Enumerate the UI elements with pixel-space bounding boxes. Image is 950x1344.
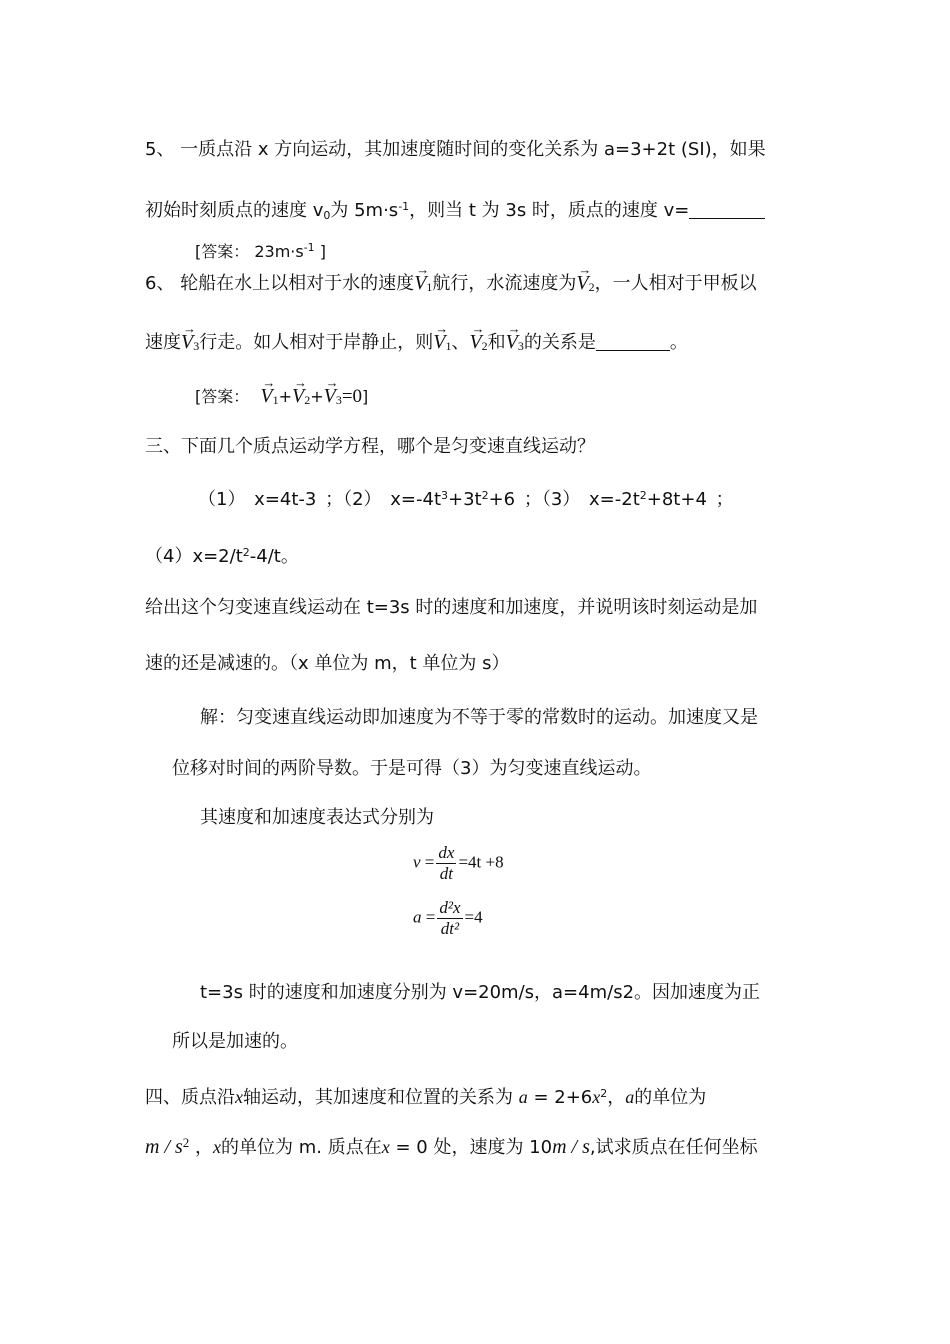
- sec3-question-line1: 给出这个匀变速直线运动在 t=3s 时的速度和加速度，并说明该时刻运动是加: [145, 597, 758, 618]
- acceleration-equation: a = $\frac{\text{d²x}}{\text{dt²}}$ =4: [413, 898, 483, 938]
- sec3-result-line2: 所以是加速的。: [172, 1031, 298, 1052]
- sec3-title: 三、下面几个质点运动学方程，哪个是匀变速直线运动？: [145, 436, 595, 457]
- answer-blank: [689, 200, 765, 219]
- sec3-question-line2: 速的还是减速的。（x 单位为 m，t 单位为 s）: [145, 653, 510, 674]
- q5-line1: 5、 一质点沿 x 方向运动，其加速度随时间的变化关系为 a=3+2t (SI)，如果: [145, 139, 766, 160]
- q6-line2: 速度→ V3行走。如人相对于岸静止，则→ V1、→ V2和→ V3的关系是 。: [145, 330, 688, 358]
- q6-answer: [答案： → V1+→ V2+→ V3=0]: [195, 384, 368, 412]
- sec3-option4: $(4)x=2/t^2-4/t$。: [145, 546, 299, 567]
- sec3-options: （1） x=4t-3 ；（2） $x=-4t^3+3t^2+6$ ；（3） $x=-2t^2+8t+4$ ；: [198, 489, 734, 510]
- sec3-solution-line1: 解：匀变速直线运动即加速度为不等于零的常数时的运动。加速度又是: [200, 707, 758, 728]
- sec3-solution-line3: 其速度和加速度表达式分别为: [200, 807, 434, 828]
- velocity-equation: v = $\frac{dx}{dt}$ =4t +8: [413, 843, 504, 883]
- sec3-solution-line2: 位移对时间的两阶导数。于是可得（3）为匀变速直线运动。: [172, 758, 652, 779]
- answer-blank: [596, 332, 670, 351]
- sec4-line1: 四、质点沿x轴运动，其加速度和位置的关系为 $a = 2+6x^2$，a的单位为: [145, 1087, 707, 1108]
- q6-line1: 6、 轮船在水上以相对于水的速度→ V1航行，水流速度为→ V2，一人相对于甲板以: [145, 271, 757, 299]
- q5-answer: [答案： $23m\cdot s^{-1}$ ]: [195, 241, 326, 261]
- q5-line2: 初始时刻质点的速度 $v_0$为 $5m\cdot s^{-1}$，则当 t 为 3s 时，质点的速度 v=: [145, 195, 765, 228]
- sec3-result-line1: t=3s 时的速度和加速度分别为 v=20m/s，a=4m/s2。因加速度为正: [200, 982, 761, 1003]
- sec4-line2: m / $s^2$ ，x的单位为 m. 质点在x = 0 处，速度为 10m / s,试求质点在任何坐标: [145, 1135, 758, 1158]
